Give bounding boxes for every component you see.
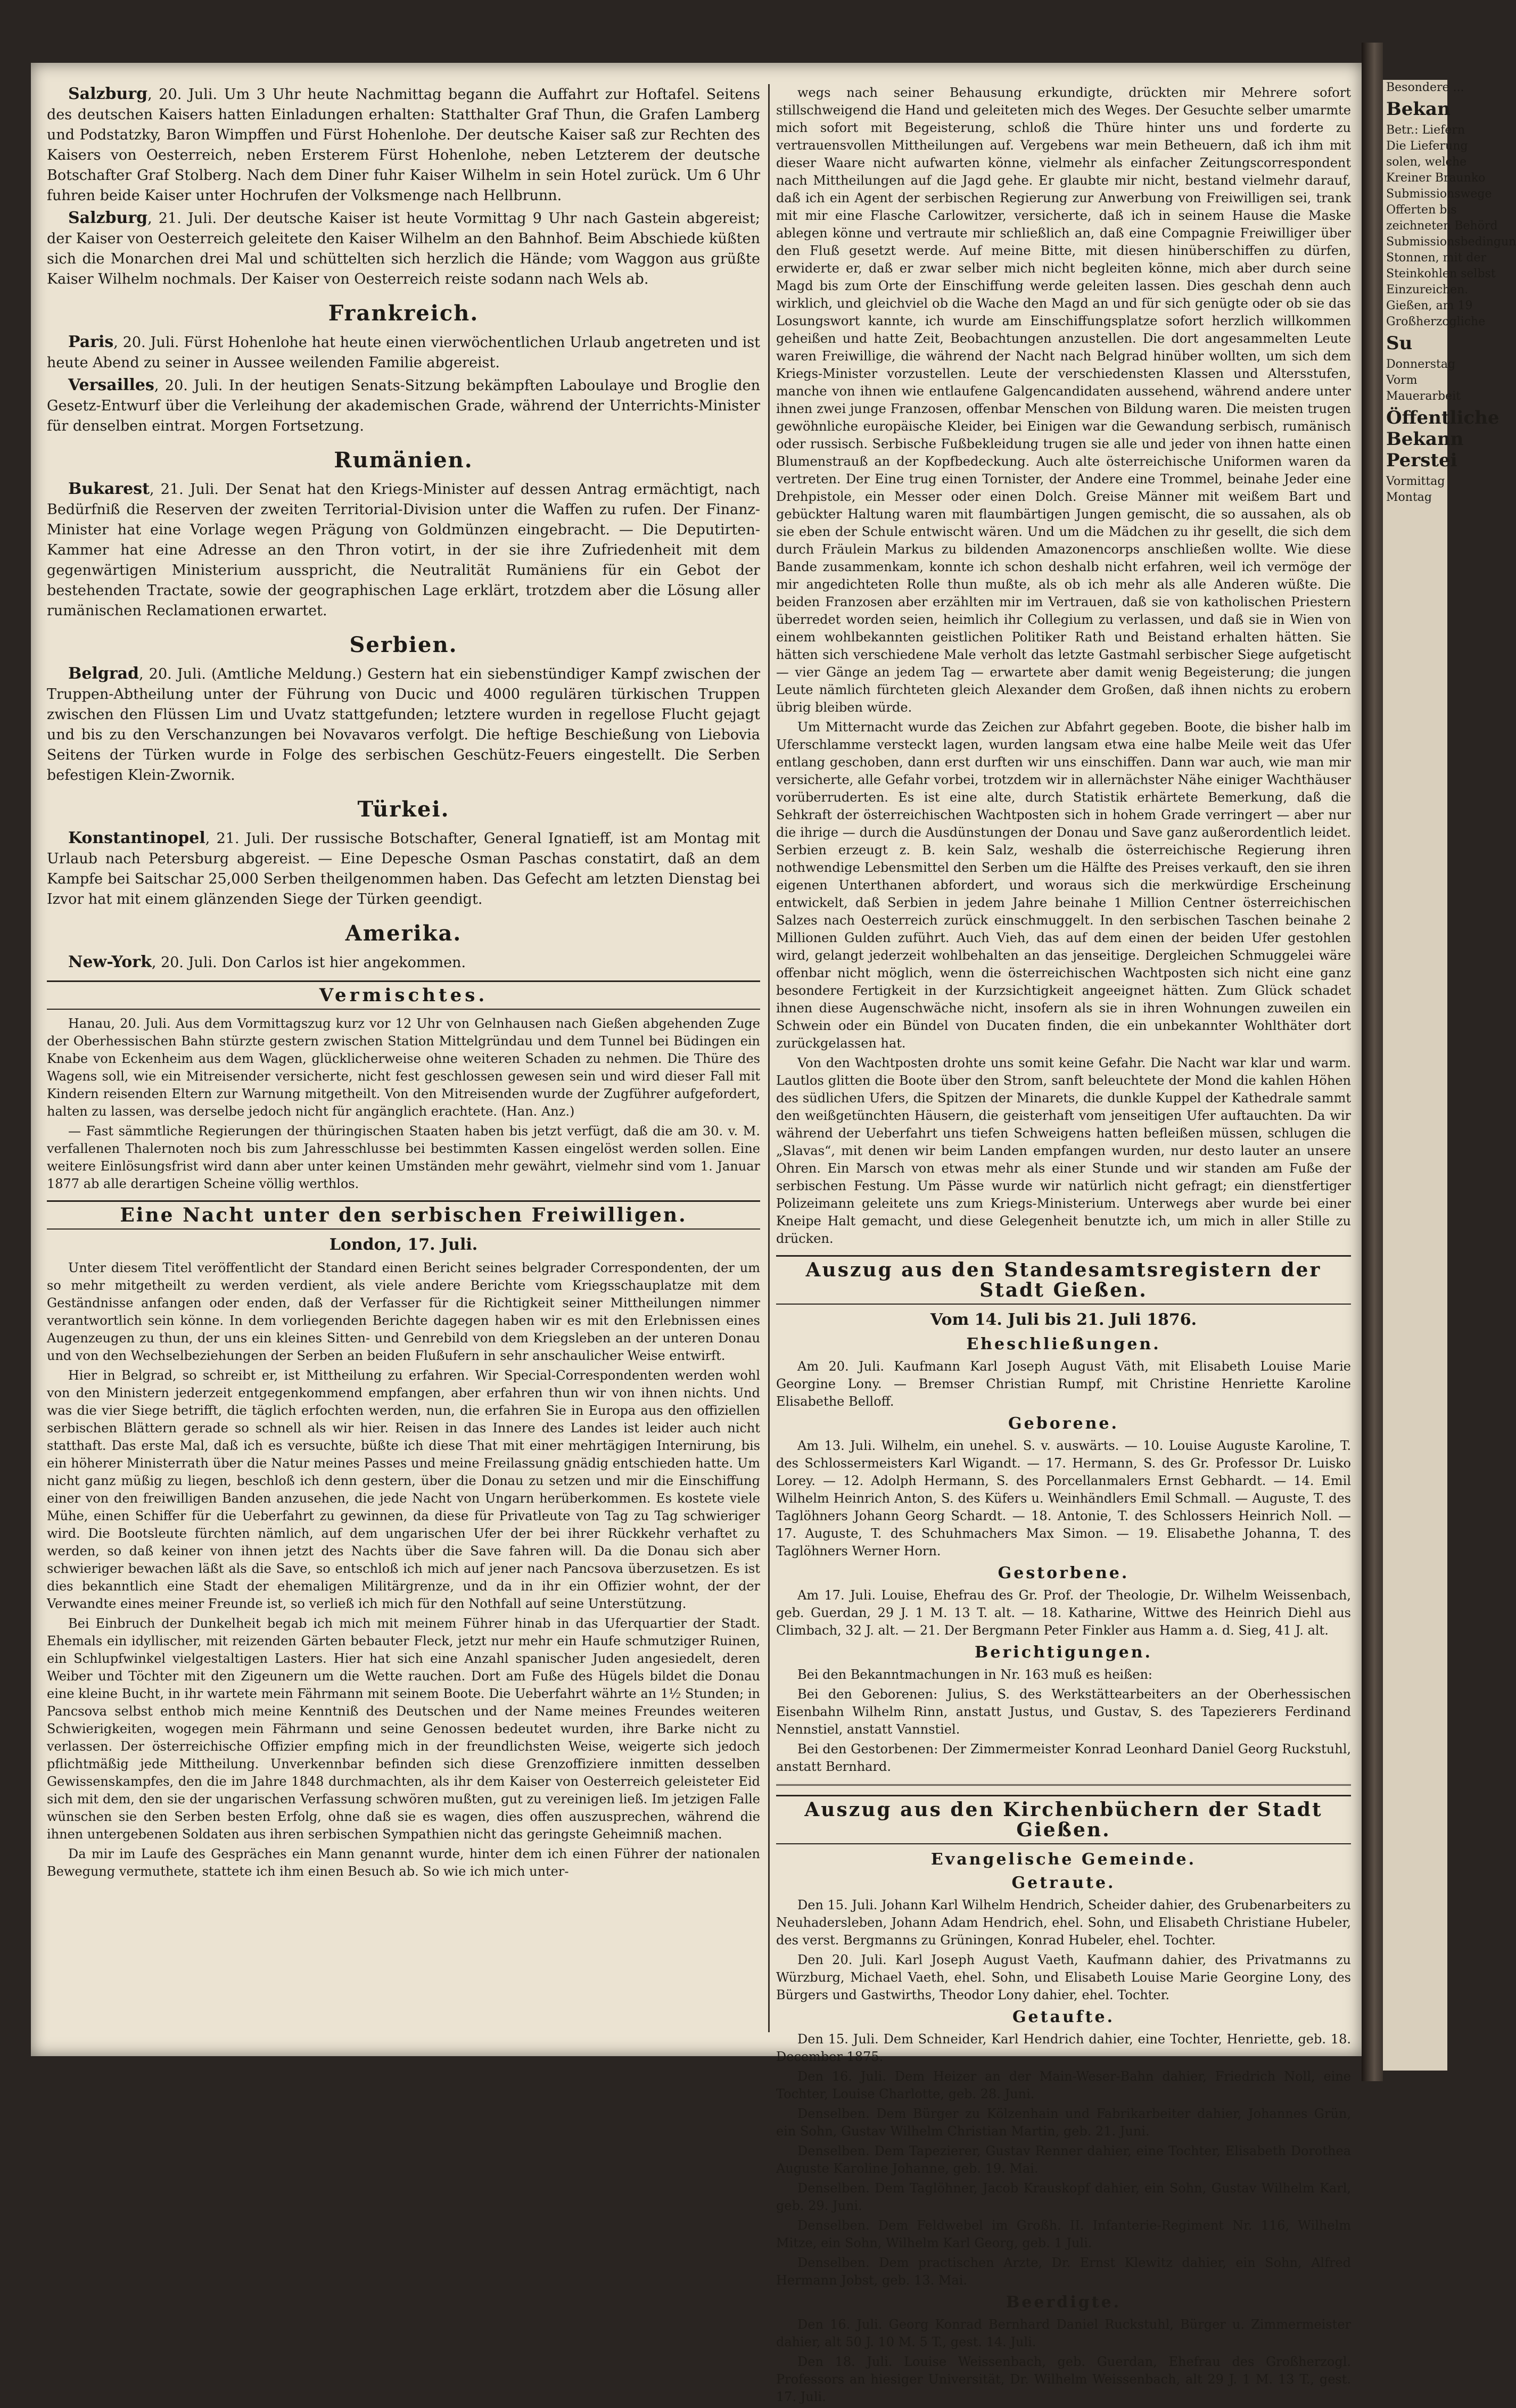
vermischtes-paragraph: — Fast sämmtliche Regierungen der thüringischen Staaten haben bis jetzt verfügt, daß die am 30. v. M. verfallenen Thalernoten noch bis zum Jahresschlusse bei bestimmten Kassen eingelöst werden sollen. Eine weitere Einlösungsfrist wird dann aber unter keinen Umständen mehr gewährt, vielmehr sind vom 1. Januar 1877 ab alle derartigen Scheine völlig werthlos. bbox=[47, 1124, 760, 1191]
heading-nacht: Eine Nacht unter den serbischen Freiwilligen. bbox=[47, 1200, 760, 1230]
adjacent-page-fragment: Großherzogliche bbox=[1386, 315, 1486, 328]
adjacent-page-fragment: Bekan bbox=[1386, 98, 1451, 120]
news-dispatch: Salzburg, 20. Juli. Um 3 Uhr heute Nachmittag begann die Auffahrt zur Hoftafel. Seitens des deutschen Kaisers hatten Einladungen erhalten: Statthalter Graf Thun, die Grafen Lamberg und Podstatzky, Baron Wimpffen und Fürst Hohenlohe. Der deutsche Kaiser saß zur Rechten des Kaisers von Oesterreich, neben Ersterem Fürst Hohenlohe, neben Letzterem der deutsche Botschafter Graf Stolberg. Nach dem Diner fuhr Kaiser Wilhelm in sein Hotel zurück. Um 6 Uhr fuhren beide Kaiser unter Hochrufen der Volksmenge nach Hellbrunn. bbox=[47, 85, 760, 204]
dispatch-date: 21. Juli. bbox=[160, 481, 219, 498]
dispatch-text: Don Carlos ist hier angekommen. bbox=[221, 954, 466, 971]
adjacent-page-fragment: Perstei bbox=[1386, 450, 1457, 471]
dispatch-place: Versailles bbox=[68, 376, 154, 394]
register-entry: Bei den Gestorbenen: Der Zimmermeister Konrad Leonhard Daniel Georg Ruckstuhl, anstatt Bernhard. bbox=[776, 1742, 1351, 1774]
vermischtes-paragraph: Hanau, 20. Juli. Aus dem Vormittagszug kurz vor 12 Uhr von Gelnhausen nach Gießen abgehenden Zuge der Oberhessischen Bahn stürzte gestern zwischen Station Mittelgründau und dem Tunnel bei Büdingen ein Knabe von Eckenheim aus dem Wagen, glücklicherweise ohne weiteren Schaden zu nehmen. Die Thüre des Wagens soll, wie ein Mitreisender versicherte, nicht fest geschlossen gewesen sein und wird dieser Fall mit Kindern reisenden Eltern zur Warnung mitgetheilt. Von den Mitreisenden wurde der Zugführer aufgefordert, halten zu lassen, was derselbe jedoch nicht für angänglich erachtete. (Han. Anz.) bbox=[47, 1016, 760, 1119]
dispatch-text: Der deutsche Kaiser ist heute Vormittag 9 Uhr nach Gastein abgereist; der Kaiser von Oesterreich geleitete den Kaiser Wilhelm an den Bahnhof. Beim Abschiede küßten sich die Monarchen drei Mal und schüttelten sich herzlich die Hände; vom Waggon aus grüßte Kaiser Wilhelm nochmals. Der Kaiser von Oesterreich reiste sodann nach Wels ab. bbox=[47, 210, 761, 287]
adjacent-page-fragment: Donnerstag bbox=[1386, 358, 1456, 371]
church-entry: Den 16. Juli. Georg Konrad Bernhard Daniel Ruckstuhl, Bürger u. Zimmermeister dahier, alt 50 J. 10 M. 5 T., gest. 14. Juli. bbox=[776, 2317, 1351, 2349]
article-paragraph: wegs nach seiner Behausung erkundigte, drückten mir Mehrere sofort stillschweigend die Hand und geleiteten mich des Weges. Der Gesuchte selber umarmte mich sofort mit Begeisterung, schloß die Thüre hinter uns und forderte zu vertrauensvollen Mittheilungen auf. Vergebens war mein Betheuern, daß ich ihm mit dieser Waare nicht aufwarten könne, vielmehr als einfacher Zeitungscorrespondent nach Mittheilungen auf die Jagd gehe. Er glaubte mir nicht, bestand vielmehr darauf, daß ich ein Agent der serbischen Regierung zur Anwerbung von Freiwilligen sei, trank mit mir eine Flasche Carlowitzer, versicherte, daß ich in seinem Hause die Maske ablegen könne und vertraute mir schließlich an, daß eine Compagnie Freiwilliger über den Fluß gesetzt werde. Auf meine Bitte, mit diesen hinüberschiffen zu dürfen, erwiderte er, daß er zwar selber mich nicht begleiten könne, mich aber durch seine Magd bis zum Orte der Einschiffung werde geleiten lassen. Dies geschah denn auch wirklich, und gleichviel ob die Wache den Magd an und für sich genügte oder ob sie das Losungswort kannte, ich wurde am Einschiffungsplatze sofort herzlich willkommen geheißen und hatte Zeit, Beobachtungen anzustellen. Die dort angesammelten Leute waren Freiwillige, die während der Nacht nach Belgrad hinüber wollten, um sich dem Kriegs-Minister vorzustellen. Leute der verschiedensten Klassen und Altersstufen, manche von ihnen wie entlaufene Galgencandidaten aussehend, während andere unter ihnen zwei junge Franzosen, offenbar Menschen von Bildung waren. Die meisten trugen gewöhnliche europäische Kleider, bei Einigen war die Gewandung serbisch, rumänisch oder russisch. Serbische Fußbekleidung trugen sie alle und jeder von ihnen hatte einen Blumenstrauß an der Kopfbedeckung. Auch alte österreichische Uniformen waren da vertreten. Der Eine trug einen Tornister, der Andere eine Trommel, beinahe Jeder eine Drehpistole, ein Messer oder einen Dolch. Greise Männer mit weißem Bart und gebückter Haltung waren mit flaumbärtigen Jungen gemischt, die so aussahen, als ob sie eben der Schule entwischt wären. Und um die Mädchen zu ihr gesellt, die sich dem durch Fräulein Markus zu bildenden Amazonencorps anschließen wollte. Wie diese Bande zusammenkam, konnte ich schon deshalb nicht erfahren, weil ich vermöge der mir angedichteten Rolle thun mußte, als ob ich mehr als alle Anderen wüßte. Die beiden Franzosen aber erzählten mir im Vertrauen, daß sie von katholischen Priestern überredet worden seien, heimlich ihr Collegium zu verlassen, und daß sie in Wien von einem wohlbekannten geistlichen Politiker Rath und Beistand erhalten hätten. Sie hätten sich verschiedene Male verholt das letzte Gastmahl serbischer Siege aufgetischt — vier Gänge an jedem Tag — erwartete aber damit wenig Begeisterung; die jungen Leute nämlich fürchteten gleich Alexander dem Großen, daß ihnen nichts zu erobern übrig bleiben würde. bbox=[776, 85, 1351, 715]
church-entry: Den 15. Juli. Johann Karl Wilhelm Hendrich, Scheider dahier, des Grubenarbeiters zu Neuhadersleben, Johann Adam Hendrich, ehel. Sohn, und Elisabeth Christiane Hubeler, des verst. Bergmanns zu Grüningen, Konrad Hubeler, ehel. Tochter. bbox=[776, 1898, 1352, 1948]
adjacent-page-fragment: Montag bbox=[1386, 491, 1432, 504]
heading-amerika: Amerika. bbox=[345, 921, 462, 946]
news-dispatch: Versailles, 20. Juli. In der heutigen Senats-Sitzung bekämpften Laboulaye und Broglie den Gesetz-Entwurf über die Verleihung der akademischen Grade, während der Unterrichts-Minister für denselben eintrat. Morgen Fortsetzung. bbox=[47, 376, 761, 434]
kirchen-title: Auszug aus den Kirchenbüchern der Stadt Gießen. bbox=[776, 1795, 1351, 1844]
register-entry: Am 20. Juli. Kaufmann Karl Joseph August Väth, mit Elisabeth Louise Marie Georgine Lony. — Bremser Christian Rumpf, mit Christine Henriette Karoline Elisabethe Belloff. bbox=[776, 1359, 1351, 1409]
register-entry: Am 13. Juli. Wilhelm, ein unehel. S. v. auswärts. — 10. Louise Auguste Karoline, T. des Schlossermeisters Karl Wigandt. — 17. Hermann, S. des Gr. Professor Dr. Luisko Lorey. — 12. Adolph Hermann, S. des Porcellanmalers Ernst Gebhardt. — 14. Emil Wilhelm Heinrich Anton, S. des Küfers u. Weinhändlers Emil Schmall. — Auguste, T. des Taglöhners Johann Georg Schardt. — 18. Antonie, T. des Schlossers Heinrich Noll. — 17. Auguste, T. des Schuhmachers Max Simon. — 19. Elisabethe Johanna, T. des Taglöhners Werner Horn. bbox=[776, 1438, 1351, 1558]
adjacent-page-fragment: Submissionswege bbox=[1386, 187, 1492, 201]
dispatch-text: Fürst Hohenlohe hat heute einen vierwöchentlichen Urlaub angetreten und ist heute Abend zu seiner in Aussee weilenden Familie abgereist. bbox=[47, 334, 760, 371]
section-rule bbox=[776, 1784, 1351, 1787]
standesamt-title: Auszug aus den Standesamtsregistern der Stadt Gießen. bbox=[776, 1255, 1351, 1305]
article-paragraph: Bei Einbruch der Dunkelheit begab ich mich mit meinem Führer hinab in das Uferquartier der Stadt. Ehemals ein idyllischer, mit reizenden Gärten bebauter Fleck, jetzt nur mehr ein Haufe schmutziger Ruinen, ein Schlupfwinkel vielgestaltigen Lasters. Hier hat sich eine Anzahl spanischer Juden angesiedelt, deren Weiber und Töchter mit den Zigeunern um die Wette rauchen. Dort am Fuße des Hügels bildet die Donau eine kleine Bucht, in ihr wartete mein Fährmann mit seinem Boote. Die Ueberfahrt währte an 1½ Stunden; in Pancsova selbst enthob mich meine Kenntniß des Deutschen und der Name meines Freundes weiteren Schwierigkeiten, wogegen mein Fährmann und seine Genossen bedeutet wurden, ihre Barke nicht zu verlassen. Der österreichische Offizier empfing mich in der freundlichsten Weise, weigerte sich jedoch pflichtmäßig jede Mittheilung. Unverkennbar befinden sich diese Grenzoffiziere inmitten desselben Gewissenskampfes, den die im Jahre 1848 durchmachten, als ihr dem Kaiser von Oesterreich geleisteter Eid sich mit dem, den sie der ungarischen Verfassung schwören mußten, gut zu vereinigen ließ. Im jetzigen Falle wünschen sie den Serben besten Erfolg, ohne daß sie es wagen, dies offen auszusprechen, während die ihnen untergebenen Soldaten aus ihren serbischen Sympathien nicht das geringste Geheimniß machen. bbox=[47, 1616, 760, 1842]
article-paragraph: Um Mitternacht wurde das Zeichen zur Abfahrt gegeben. Boote, die bisher halb im Uferschlamme versteckt lagen, wurden langsam etwa eine halbe Meile weit das Ufer entlang geschoben, dann erst durften wir uns einschiffen. Dann war auch, wie man mir versicherte, alle Gefahr vorbei, trotzdem wir in allernächster Nähe einiger Wachthäuser vorüberruderten. Es ist eine alte, durch Statistik erhärtete Bemerkung, daß die Sehkraft der österreichischen Wachtposten sich in hohem Grade verringert — aber nur die ihrige — durch die Ausdünstungen der Donau und Save ganz außerordentlich leidet. Serbien erzeugt z. B. kein Salz, weshalb die österreichische Regierung ihren nothwendige Lebensmittel den Serben um die Hälfte des Preises verkauft, den sie ihren eigenen Unterthanen abfordert, und woraus sich die merkwürdige Erscheinung entwickelt, daß Serbien in jedem Jahre beinahe 1 Million Centner österreichischen Salzes nach Oesterreich zurück einschmuggelt. In den serbischen Taschen beinahe 2 Millionen Gulden zuführt. Auch Vieh, das auf dem einen der beiden Ufer gestohlen wird, gelangt jederzeit wohlbehalten an das jenseitige. Dergleichen Schmuggelei wäre offenbar nicht möglich, wenn die österreichischen Wachtposten sich nicht eine ganz besondere Fertigkeit in der Kurzsichtigkeit angeeignet hätten. Zum Glück schadet ihnen diese Augenschwäche nicht, insofern als sie in ihren Wohnungen zuweilen ein Schwein oder ein Bündel von Ducaten finden, die ein unbekannter Wohlthäter dort zurückgelassen hat. bbox=[776, 720, 1351, 1051]
heading-serbien: Serbien. bbox=[349, 632, 458, 657]
adjacent-page-fragment: Su bbox=[1386, 333, 1413, 354]
heading-getraute: Getraute. bbox=[1011, 1874, 1116, 1892]
heading-vermischtes: Vermischtes. bbox=[47, 980, 760, 1010]
standesamt-period: Vom 14. Juli bis 21. Juli 1876. bbox=[930, 1310, 1197, 1329]
dispatch-place: Konstantinopel bbox=[68, 829, 205, 847]
dispatch-date: 21. Juli. bbox=[216, 830, 275, 847]
gemeinde-heading: Evangelische Gemeinde. bbox=[930, 1850, 1197, 1869]
dispatch-date: 20. Juli. bbox=[149, 666, 206, 682]
article-paragraph: Unter diesem Titel veröffentlicht der Standard einen Bericht seines belgrader Correspondenten, der um so mehr mitgetheilt zu werden verdient, als viele andere Berichte vom Kriegsschauplatze mit dem Geständnisse anfangen oder enden, daß der Verfasser für die Richtigkeit seiner Mittheilungen nimmer verantwortlich sein könne. In dem vorliegenden Berichte dagegen haben wir es mit den Erlebnissen eines Augenzeugen zu thun, der uns ein kleines Sitten- und Genrebild von dem Kriegsleben an der unteren Donau und von den Wechselbeziehungen der Serben an beiden Flußufern in sehr anschaulicher Weise entwirft. bbox=[47, 1260, 760, 1363]
church-entry: Denselben. Dem Taglöhner, Jacob Krauskopf dahier, ein Sohn, Gustav Wilhelm Karl, geb. 29. Juni. bbox=[776, 2181, 1351, 2213]
adjacent-page-fragment: Vorm bbox=[1386, 374, 1418, 387]
heading-getaufte: Getaufte. bbox=[1012, 2008, 1115, 2026]
adjacent-page-fragment: Die Lieferung bbox=[1386, 139, 1468, 153]
news-dispatch: Salzburg, 21. Juli. Der deutsche Kaiser ist heute Vormittag 9 Uhr nach Gastein abgereist; der Kaiser von Oesterreich geleitete den Kaiser Wilhelm an den Bahnhof. Beim Abschiede küßten sich die Monarchen drei Mal und schüttelten sich herzlich die Hände; vom Waggon aus grüßte Kaiser Wilhelm nochmals. Der Kaiser von Oesterreich reiste sodann nach Wels ab. bbox=[47, 209, 761, 287]
news-dispatch: Konstantinopel, 21. Juli. Der russische Botschafter, General Ignatieff, ist am Montag mit Urlaub nach Petersburg abgereist. — Eine Depesche Osman Paschas constatirt, daß an dem Kampfe bei Saitschar 25,000 Serben theilgenommen haben. Das Gefecht am letzten Dienstag bei Izvor hat mit einem glänzenden Siege der Türken geendigt. bbox=[47, 829, 761, 908]
adjacent-page-fragment: Besondere ... bbox=[1386, 81, 1464, 94]
book-gutter bbox=[1362, 43, 1383, 2081]
adjacent-page-fragment: Submissionsbedingun bbox=[1386, 235, 1516, 249]
heading-gestorbene: Gestorbene. bbox=[998, 1564, 1130, 1582]
dispatch-place: Bukarest bbox=[68, 480, 150, 498]
newspaper-page bbox=[31, 63, 1362, 2404]
dispatch-text: Der russische Botschafter, General Ignatieff, ist am Montag mit Urlaub nach Petersburg abgereist. — Eine Depesche Osman Paschas constatirt, daß an dem Kampfe bei Saitschar 25,000 Serben theilgenommen haben. Das Gefecht am letzten Dienstag bei Izvor hat mit einem glänzenden Siege der Türken geendigt. bbox=[47, 830, 761, 908]
news-dispatch: Belgrad, 20. Juli. (Amtliche Meldung.) Gestern hat ein siebenstündiger Kampf zwischen der Truppen-Abtheilung unter der Führung von Ducic und 4000 regulären türkischen Truppen zwischen den Flüssen Lim und Uvatz stattgefunden; letztere wurden in regellose Flucht gejagt und bis zu den Verschanzungen bei Novavaros verfolgt. Die heftige Beschießung von Liebovia Seitens der Türken wurde in Folge des serbischen Geschütz-Feuers eingestellt. Die Serben befestigen Klein-Zwornik. bbox=[47, 664, 760, 784]
church-entry: Den 15. Juli. Dem Schneider, Karl Hendrich dahier, eine Tochter, Henriette, geb. 18. December 1875. bbox=[776, 2032, 1351, 2064]
adjacent-page-fragment: Steinkohlen selbst bbox=[1386, 267, 1496, 281]
article-paragraph: Hier in Belgrad, so schreibt er, ist Mittheilung zu erfahren. Wir Special-Correspondenten werden wohl von den Ministern jederzeit entgegenkommend empfangen, aber erfahren thun wir von ihnen nichts. Und was die vier Siege betrifft, die täglich erfochten werden, nun, die erfahren Sie in Europa aus den offiziellen serbischen Blättern gerade so schnell als wir hier. Reisen in das Innere des Landes ist leider auch nicht statthaft. Das erste Mal, daß ich es versuchte, büßte ich diese That mit einer mehrtägigen Internirung, bis ein höherer Ministerrath über die Natur meines Passes und meine Freilassung gnädig entschieden hatte. Um nicht ganz müßig zu liegen, beschloß ich denn gestern, über die Donau zu setzen und mir die Einschiffung einer von den freiwilligen Banden anzusehen, die jede Nacht von Ungarn herüberkommen. Es kostete viele Mühe, einen Schiffer für die Ueberfahrt zu gewinnen, da diese für Privatleute von Tag zu Tag schwieriger wird. Die Bootsleute fürchten nämlich, auf dem ungarischen Ufer der bei ihrer Rückkehr verhaftet zu werden, so daß keiner von ihnen jetzt des Nachts über die Save fahren will. Da die Donau sich aber schwieriger bewachen läßt als die Save, so entschloß ich mich auf jener nach Pancsova überzusetzen. Es ist dies bekanntlich eine Stadt der ehemaligen Militärgrenze, und da in ihr ein Offizier wohnt, der der Verwandte eines meiner Freunde ist, so verließ ich mich für den Nothfall auf seine Unterstützung. bbox=[47, 1368, 760, 1611]
dispatch-date: 20. Juli. bbox=[164, 377, 223, 394]
dispatch-date: 20. Juli. bbox=[161, 954, 217, 971]
register-entry: Bei den Bekanntmachungen in Nr. 163 muß es heißen: bbox=[797, 1667, 1153, 1682]
register-entry: Am 17. Juli. Louise, Ehefrau des Gr. Prof. der Theologie, Dr. Wilhelm Weissenbach, geb. Guerdan, 29 J. 1 M. 13 T. alt. — 18. Katharine, Wittwe des Heinrich Diehl aus Climbach, 32 J. alt. — 21. Der Bergmann Peter Finkler aus Hamm a. d. Sieg, 41 J. alt. bbox=[776, 1588, 1351, 1638]
news-dispatch: Paris, 20. Juli. Fürst Hohenlohe hat heute einen vierwöchentlichen Urlaub angetreten und ist heute Abend zu seiner in Aussee weilenden Familie abgereist. bbox=[47, 333, 760, 371]
dispatch-date: 20. Juli. bbox=[122, 334, 179, 351]
dispatch-date: 20. Juli. bbox=[159, 86, 218, 103]
dispatch-text: Um 3 Uhr heute Nachmittag begann die Auffahrt zur Hoftafel. Seitens des deutschen Kaisers hatten Einladungen erhalten: Statthalter Graf Thun, die Grafen Lamberg und Podstatzky, Baron Wimpffen und Fürst Hohenlohe. Der deutsche Kaiser saß zur Rechten des Kaisers von Oesterreich, neben Ersterem Fürst Hohenlohe, neben Letzterem der deutsche Botschafter Graf Stolberg. Nach dem Diner fuhr Kaiser Wilhelm in sein Hotel zurück. Um 6 Uhr fuhren beide Kaiser unter Hochrufen der Volksmenge nach Hellbrunn. bbox=[47, 86, 760, 204]
adjacent-page-fragment: Kreiner Braunko bbox=[1386, 171, 1486, 185]
church-entry: Denselben. Dem Feldwebel im Großh. II. Infanterie-Regiment Nr. 116, Wilhelm Mitze, ein Sohn, Wilhelm Karl Georg, geb. 1 Juli. bbox=[776, 2218, 1351, 2250]
adjacent-page-fragment: Mauerarbeit bbox=[1386, 390, 1461, 403]
adjacent-page-fragment: Gießen, am 19 bbox=[1386, 299, 1473, 312]
heading-berichtigungen: Berichtigungen. bbox=[975, 1643, 1152, 1662]
adjacent-page-fragment: Vormittag bbox=[1386, 475, 1445, 488]
heading-rumaenien: Rumänien. bbox=[334, 448, 473, 473]
nacht-dateline: London, 17. Juli. bbox=[329, 1235, 478, 1254]
church-entry: Den 18. Juli. Louise Weissenbach, geb. Guerdan, Ehefrau des Großherzogl. Professors an hiesiger Universität, Dr. Wilhelm Weissenbach, alt 29 J. 1 M. 13 T., gest. 17. Juli. bbox=[776, 2354, 1351, 2404]
right-column bbox=[776, 84, 1351, 2408]
article-paragraph: Von den Wachtposten drohte uns somit keine Gefahr. Die Nacht war klar und warm. Lautlos glitten die Boote über den Strom, sanft beleuchtete der Mond die kahlen Höhen des südlichen Ufers, die Spitzen der Minarets, die dunkle Kuppel der Kathedrale sammt den weißgetünchten Häusern, die geisterhaft vom jenseitigen Ufer auftauchten. Da wir während der Ueberfahrt uns tiefen Schweigens hatten befleißen müssen, schlugen die „Slavas“, mit denen wir beim Landen empfangen wurden, nur desto lauter an unsere Ohren. Ein Marsch von etwas mehr als einer Stunde und wir standen am Fuße der serbischen Festung. Um Pässe wurde wir natürlich nicht gefragt; ein dienstfertiger Polizeimann geleitete uns zum Kriegs-Ministerium. Unterwegs aber wurde bei einer Kneipe Halt gemacht, und diese Gelegenheit benutzte ich, um mich in aller Stille zu drücken. bbox=[776, 1055, 1351, 1246]
adjacent-page-fragment: Einzureichen. bbox=[1386, 283, 1469, 296]
adjacent-page-fragment: zeichneten Behörd bbox=[1386, 219, 1498, 233]
church-entry: Den 16. Juli. Dem Heizer an der Main-Weser-Bahn dahier, Friedrich Noll, eine Tochter, Louise Charlotte, geb. 28. Juni. bbox=[776, 2069, 1351, 2101]
dispatch-place: Salzburg bbox=[68, 209, 148, 227]
church-entry: Denselben. Dem practischen Arzte, Dr. Ernst Klewitz dahier, ein Sohn, Alfred Hermann Jobst, geb. 13. Mai. bbox=[776, 2255, 1351, 2288]
church-entry: Denselben. Dem Bürger zu Kölzenhain und Fabrikarbeiter dahier, Johannes Grün, ein Sohn, Gustav Wilhelm Christian Martin, geb. 21. Juni. bbox=[776, 2106, 1351, 2139]
article-paragraph: Da mir im Laufe des Gespräches ein Mann genannt wurde, hinter dem ich einen Führer der nationalen Bewegung vermuthete, stattete ich ihm einen Besuch ab. So wie ich mich unter- bbox=[47, 1846, 760, 1879]
register-entry: Bei den Geborenen: Julius, S. des Werkstättearbeiters an der Oberhessischen Eisenbahn Wilhelm Rinn, anstatt Justus, und Gustav, S. des Tapezierers Ferdinand Nennstiel, anstatt Vannstiel. bbox=[776, 1687, 1351, 1737]
adjacent-page-edge bbox=[1383, 80, 1516, 2071]
heading-beerdigte: Beerdigte. bbox=[1006, 2293, 1122, 2312]
adjacent-page-fragment: Offerten bis bbox=[1386, 203, 1457, 217]
dispatch-place: Belgrad bbox=[68, 664, 139, 683]
heading-frankreich: Frankreich. bbox=[328, 301, 479, 326]
church-entry: Den 20. Juli. Karl Joseph August Vaeth, Kaufmann dahier, des Privatmanns zu Würzburg, Michael Vaeth, ehel. Sohn, und Elisabeth Louise Marie Georgine Lony, des Bürgers und Gastwirths, Theodor Lony dahier, ehel. Tochter. bbox=[776, 1952, 1351, 2002]
adjacent-page-fragment: Bekann bbox=[1386, 428, 1464, 450]
column-divider bbox=[768, 84, 770, 2032]
dispatch-date: 21. Juli. bbox=[158, 210, 217, 227]
church-entry: Denselben. Dem Tapezierer, Gustav Renner dahier, eine Tochter, Elisabeth Dorothea Auguste Karoline Johanne, geb. 19. Mai. bbox=[776, 2143, 1351, 2176]
heading-tuerkei: Türkei. bbox=[357, 797, 450, 822]
adjacent-page-fragment: Stonnen, mit der bbox=[1386, 251, 1487, 265]
dispatch-place: New-York bbox=[68, 953, 152, 971]
heading-eheschliessungen: Eheschließungen. bbox=[966, 1335, 1161, 1354]
news-dispatch: New-York, 20. Juli. Don Carlos ist hier angekommen. bbox=[68, 953, 466, 971]
dispatch-text: In der heutigen Senats-Sitzung bekämpften Laboulaye und Broglie den Gesetz-Entwurf über die Verleihung der akademischen Grade, während der Unterrichts-Minister für denselben eintrat. Morgen Fortsetzung. bbox=[47, 377, 761, 434]
dispatch-text: (Amtliche Meldung.) Gestern hat ein siebenstündiger Kampf zwischen der Truppen-Abtheilung unter der Führung von Ducic und 4000 regulären türkischen Truppen zwischen den Flüssen Lim und Uvatz stattgefunden; letztere wurden in regellose Flucht gejagt und bis zu den Verschanzungen bei Novavaros verfolgt. Die heftige Beschießung von Liebovia Seitens der Türken wurde in Folge des serbischen Geschütz-Feuers eingestellt. Die Serben befestigen Klein-Zwornik. bbox=[47, 666, 760, 784]
heading-geborene: Geborene. bbox=[1008, 1414, 1119, 1433]
adjacent-page-fragment: solen, welche bbox=[1386, 155, 1467, 169]
dispatch-place: Paris bbox=[68, 333, 114, 351]
adjacent-page-fragment: Betr.: Liefern bbox=[1386, 123, 1465, 137]
news-dispatch: Bukarest, 21. Juli. Der Senat hat den Kriegs-Minister auf dessen Antrag ermächtigt, nach Bedürfniß die Reserven der zweiten Territorial-Division unter die Waffen zu rufen. Der Finanz-Minister hat eine Vorlage wegen Prägung von Goldmünzen eingebracht. — Die Deputirten-Kammer hat eine Adresse an den Thron votirt, in der sie ihre Zufriedenheit mit dem gegenwärtigen Ministerium ausspricht, die Neutralität Rumäniens für ein Gebot der bestehenden Tractate, sowie der geographischen Lage erklärt, trotzdem aber die Lösung aller rumänischen Reclamationen erwartet. bbox=[47, 480, 760, 619]
dispatch-text: Der Senat hat den Kriegs-Minister auf dessen Antrag ermächtigt, nach Bedürfniß die Reserven der zweiten Territorial-Division unter die Waffen zu rufen. Der Finanz-Minister hat eine Vorlage wegen Prägung von Goldmünzen eingebracht. — Die Deputirten-Kammer hat eine Adresse an den Thron votirt, in der sie ihre Zufriedenheit mit dem gegenwärtigen Ministerium ausspricht, die Neutralität Rumäniens für ein Gebot der bestehenden Tractate, sowie der geographischen Lage erklärt, trotzdem aber die Lösung aller rumänischen Reclamationen erwartet. bbox=[47, 481, 760, 619]
dispatch-place: Salzburg bbox=[68, 85, 148, 103]
left-column bbox=[47, 84, 760, 1883]
adjacent-page-fragment: Öffentliche bbox=[1386, 407, 1499, 428]
